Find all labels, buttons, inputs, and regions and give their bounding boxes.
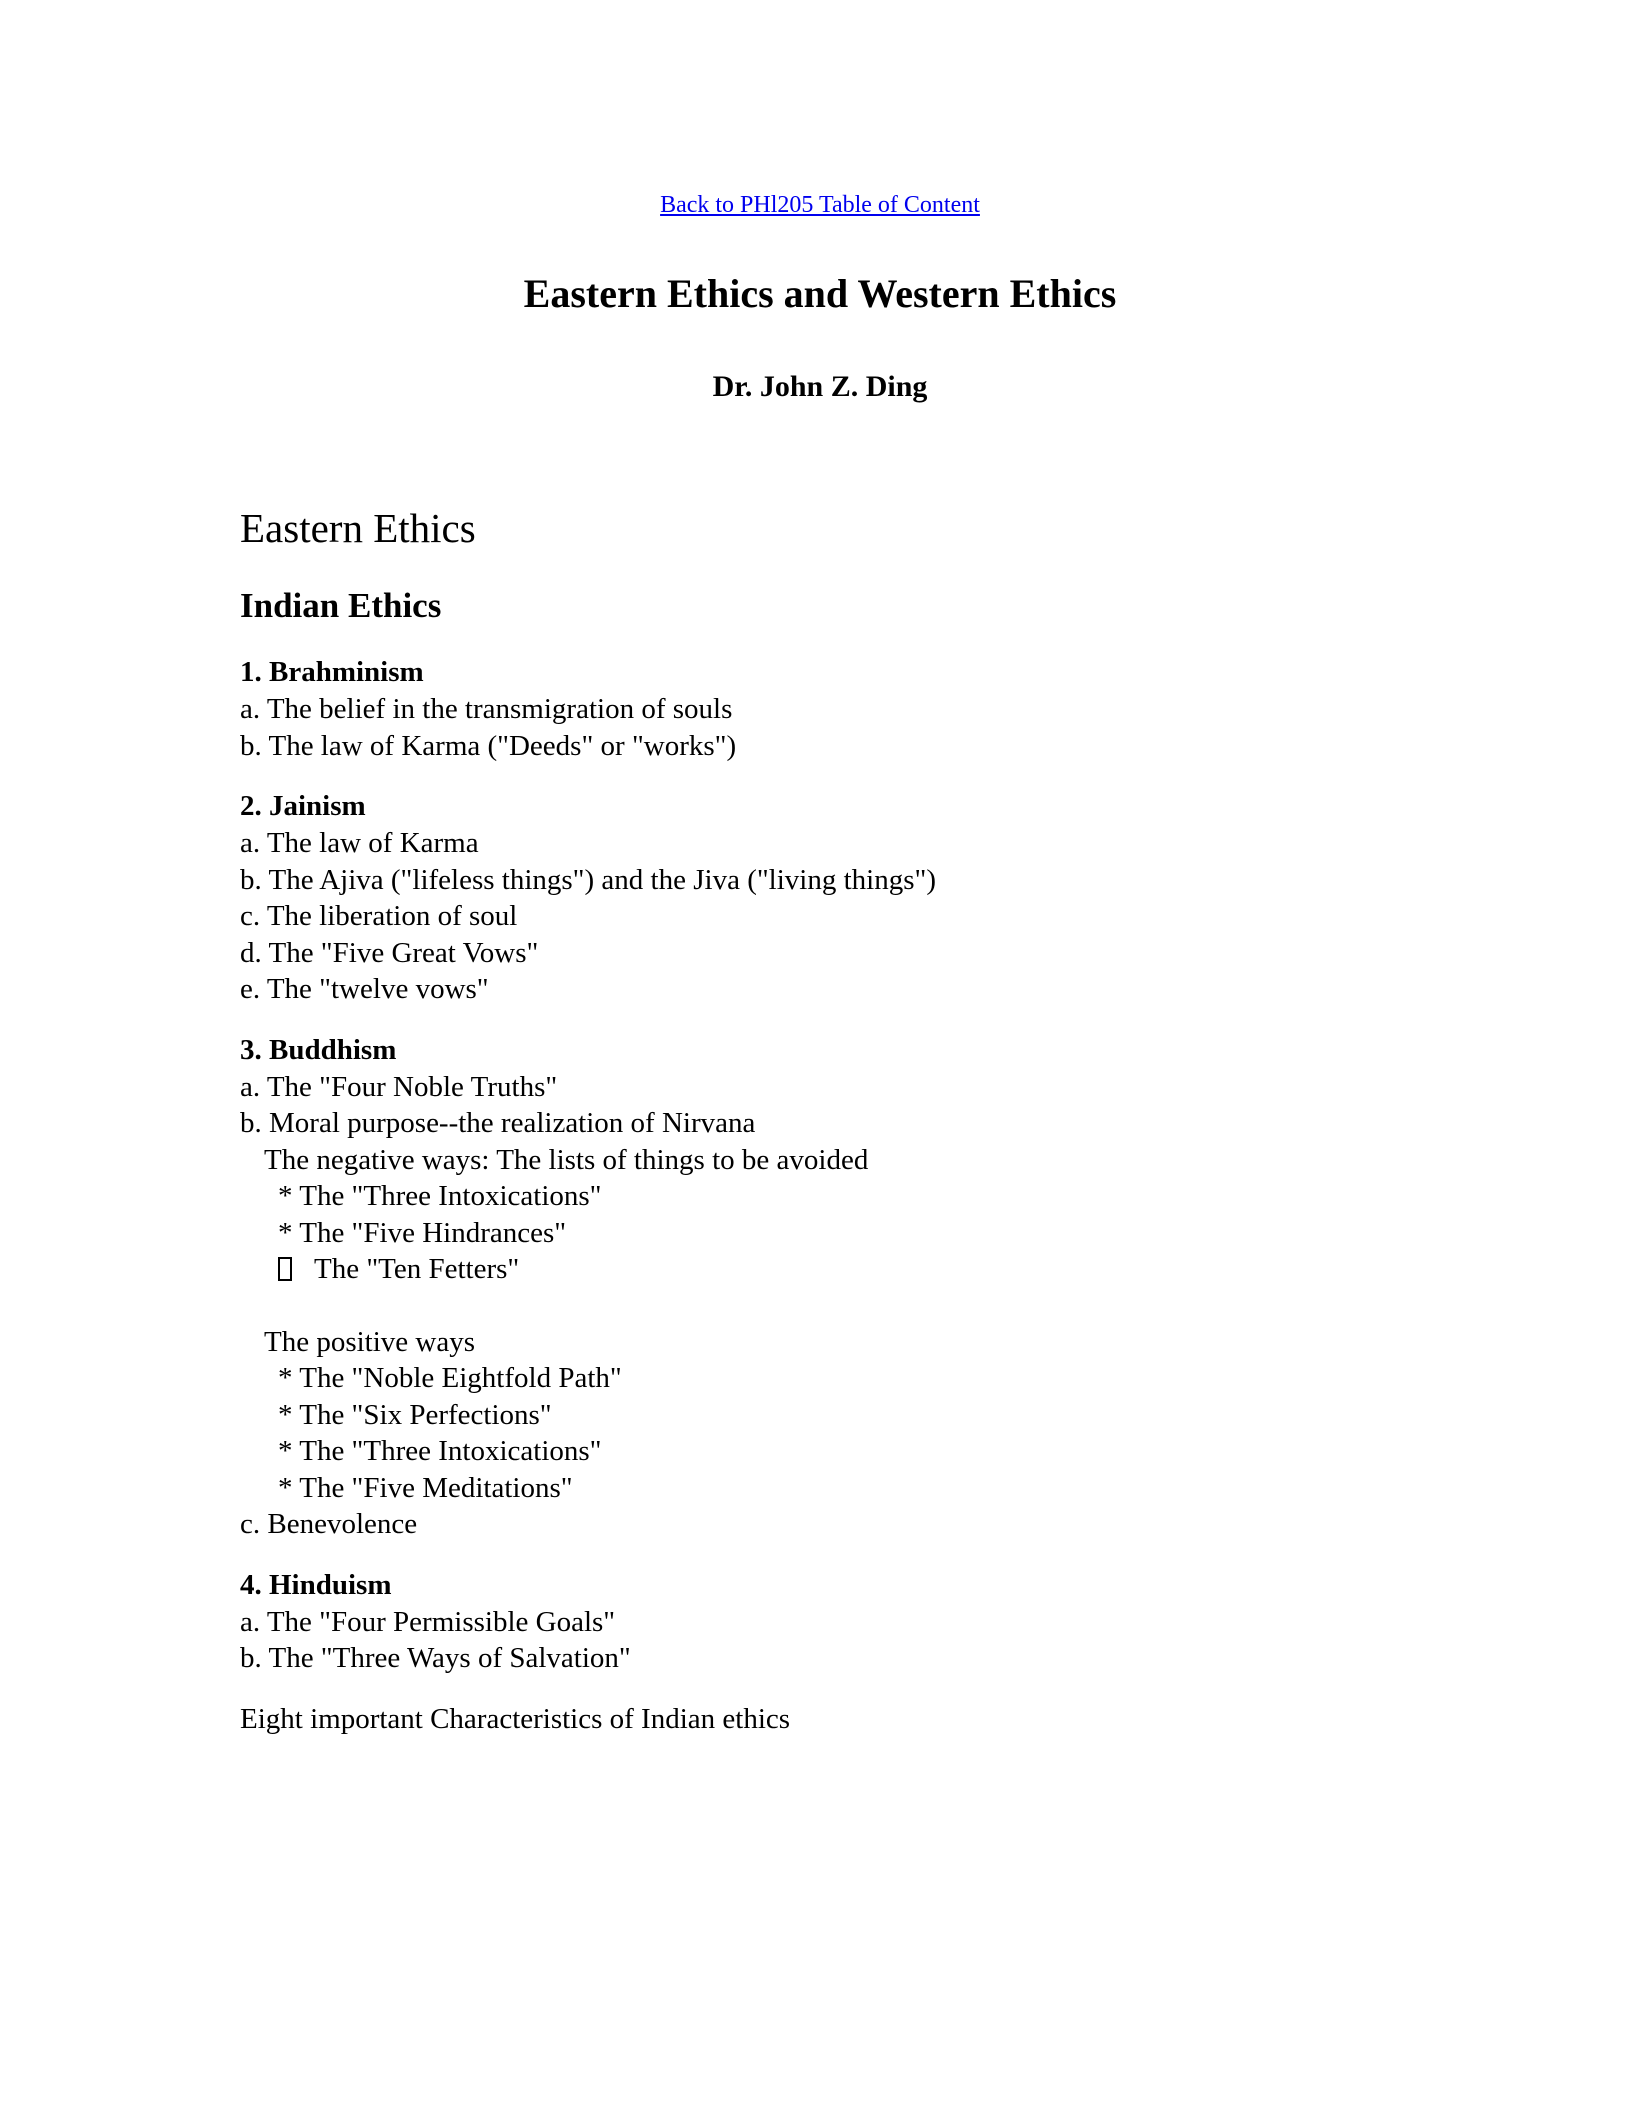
list-item: * The "Three Intoxications" (278, 1180, 602, 1212)
list-item: d. The "Five Great Vows" (240, 936, 539, 969)
list-item: c. Benevolence (240, 1508, 418, 1540)
list-item: * The "Noble Eightfold Path" (278, 1362, 622, 1394)
list-item: b. Moral purpose--the realization of Nirvana (240, 1107, 756, 1139)
list-item: a. The "Four Noble Truths" (240, 1070, 558, 1103)
hinduism-section (240, 1567, 1540, 1677)
list-item: b. The "Three Ways of Salvation" (240, 1642, 631, 1674)
missing-glyph-box-icon (278, 1257, 292, 1281)
list-item: e. The "twelve vows" (240, 973, 489, 1005)
page-title: Eastern Ethics and Western Ethics (523, 271, 1117, 316)
spacer (240, 1288, 1540, 1324)
brahminism-section (240, 654, 1540, 764)
closing-text: Eight important Characteristics of Indian ethics (240, 1702, 791, 1735)
buddhism-section (240, 1032, 1540, 1543)
negative-ways-heading: The negative ways: The lists of things to be avoided (264, 1143, 869, 1176)
author-name: Dr. John Z. Ding (712, 370, 928, 403)
list-item: * The "Five Hindrances" (278, 1216, 567, 1249)
back-to-table-of-content-link[interactable]: Back to PHl205 Table of Content (660, 192, 980, 218)
list-item: b. The law of Karma ("Deeds" or "works") (240, 729, 737, 762)
hinduism-title: 4. Hinduism (240, 1568, 392, 1601)
subsection-heading-indian-ethics: Indian Ethics (240, 586, 442, 625)
list-item: a. The "Four Permissible Goals" (240, 1605, 616, 1638)
section-heading-eastern-ethics: Eastern Ethics (240, 505, 476, 551)
list-item: * The "Three Intoxications" (278, 1435, 602, 1467)
list-item (240, 1251, 1540, 1288)
list-item: * The "Six Perfections" (278, 1398, 552, 1431)
jainism-title: 2. Jainism (240, 790, 366, 822)
buddhism-title: 3. Buddhism (240, 1033, 397, 1066)
list-item-text: The "Ten Fetters" (314, 1253, 520, 1285)
brahminism-title: 1. Brahminism (240, 656, 424, 688)
positive-ways-heading: The positive ways (264, 1325, 476, 1358)
list-item: c. The liberation of soul (240, 900, 518, 932)
main-content (240, 500, 1540, 1737)
jainism-section (240, 788, 1540, 1008)
list-item: a. The law of Karma (240, 827, 479, 859)
list-item: * The "Five Meditations" (278, 1471, 573, 1504)
list-item: a. The belief in the transmigration of souls (240, 693, 733, 725)
list-item: b. The Ajiva ("lifeless things") and the Jiva ("living things") (240, 863, 936, 896)
